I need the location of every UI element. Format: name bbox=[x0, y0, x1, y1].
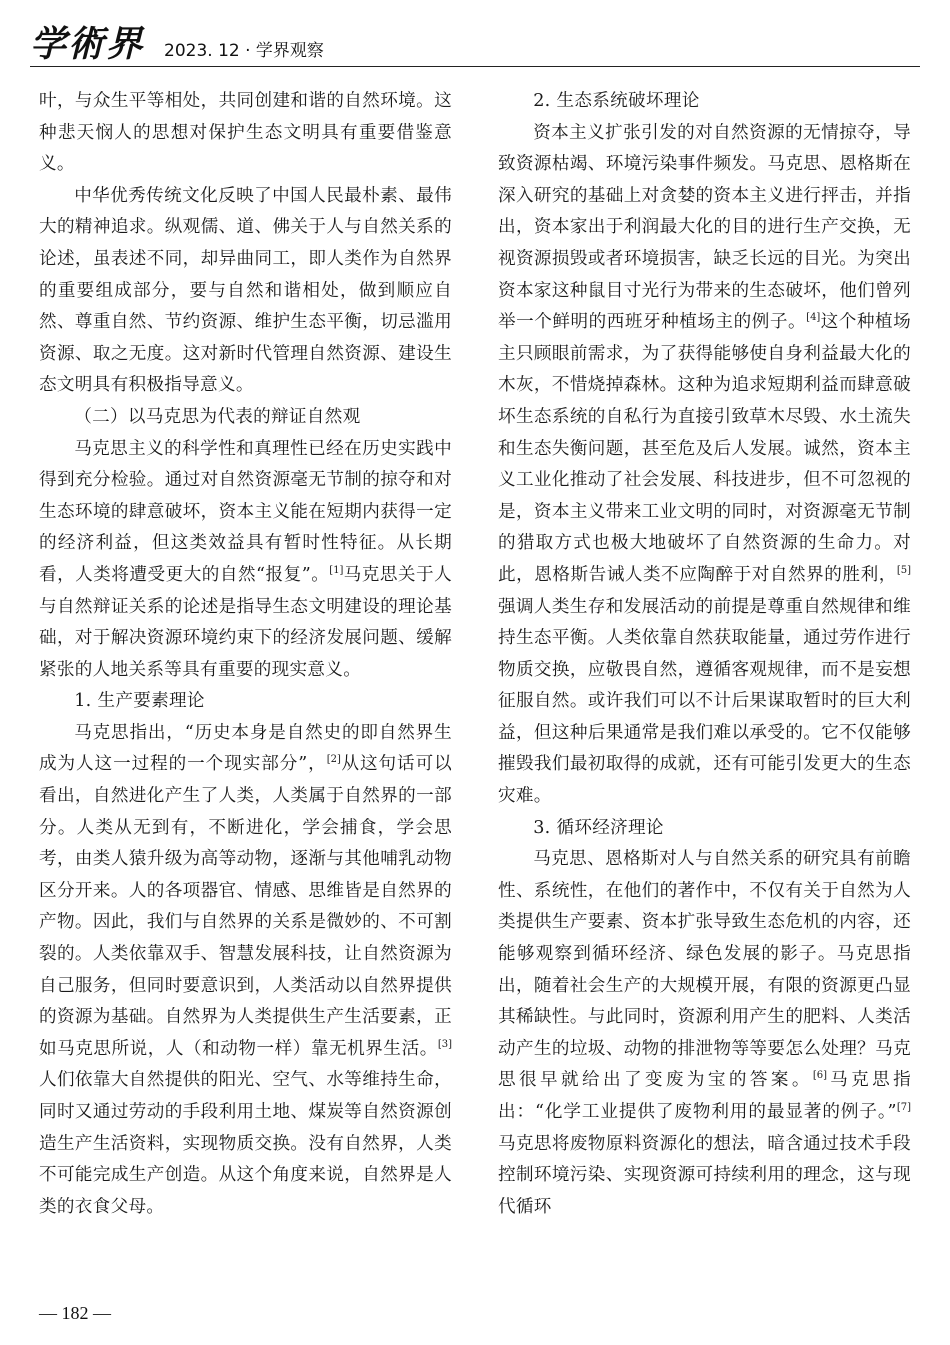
header-rule bbox=[30, 66, 920, 67]
left-column bbox=[39, 86, 452, 1223]
paragraph: 叶，与众生平等相处，共同创建和谐的自然环境。这种悲天悯人的思想对保护生态文明具有重要借鉴意义。 bbox=[39, 91, 452, 175]
page-number: — 182 — bbox=[39, 1303, 111, 1323]
citation-ref: [3] bbox=[437, 1038, 452, 1050]
citation-ref: [2] bbox=[326, 754, 341, 766]
paragraph: 马克思、恩格斯对人与自然关系的研究具有前瞻性、系统性，在他们的著作中，不仅有关于自然为人类提供生产要素、资本扩张导致生态危机的内容，还能够观察到循环经济、绿色发展的影子。马克思指出，随着社会生产的大规模开展，有限的资源更凸显其稀缺性。与此同时，资源利用产生的肥料、人类活动产生的垃圾、动物的排泄物等等要怎么处理？马克思很早就给出了变废为宝的答案。[6]马克思指出：“化学工业提供了废物利用的最显著的例子。”[7]马克思将废物原料资源化的想法，暗含通过技术手段控制环境污染、实现资源可持续利用的理念，这与现代循环 bbox=[498, 849, 911, 1217]
paragraph: 马克思主义的科学性和真理性已经在历史实践中得到充分检验。通过对自然资源毫无节制的掠夺和对生态环境的肆意破坏，资本主义能在短期内获得一定的经济利益，但这类效益具有暂时性特征。从长期看，人类将遭受更大的自然“报复”。[1]马克思关于人与自然辩证关系的论述是指导生态文明建设的理论基础，对于解决资源环境约束下的经济发展问题、缓解紧张的人地关系等具有重要的现实意义。 bbox=[39, 438, 452, 680]
issue-line: 2023. 12 · 学界观察 bbox=[164, 41, 324, 61]
subsection-heading: 1. 生产要素理论 bbox=[74, 691, 205, 712]
citation-ref: [1] bbox=[329, 564, 344, 576]
subsection-heading: 3. 循环经济理论 bbox=[533, 817, 664, 838]
subsection-heading: 2. 生态系统破坏理论 bbox=[533, 91, 700, 111]
citation-ref: [5] bbox=[896, 564, 911, 576]
page-header bbox=[30, 14, 920, 70]
paragraph: 资本主义扩张引发的对自然资源的无情掠夺，导致资源枯竭、环境污染事件频发。马克思、恩格斯在深入研究的基础上对贪婪的资本主义进行抨击，并指出，资本家出于利润最大化的目的进行生产交换，无视资源损毁或者环境损害，缺乏长远的目光。为突出资本家这种鼠目寸光行为带来的生态破坏，他们曾列举一个鲜明的西班牙种植场主的例子。[4]这个种植场主只顾眼前需求，为了获得能够使自身利益最大化的木灰，不惜烧掉森林。这种为追求短期利益而肆意破坏生态系统的自私行为直接引致草木尽毁、水土流失和生态失衡问题，甚至危及后人发展。诚然，资本主义工业化推动了社会发展、科技进步，但不可忽视的是，资本主义带来工业文明的同时，对资源毫无节制的猎取方式也极大地破坏了自然资源的生命力。对此，恩格斯告诫人类不应陶醉于对自然界的胜利，[5]强调人类生存和发展活动的前提是尊重自然规律和维持生态平衡。人类依靠自然获取能量，通过劳作进行物质交换，应敬畏自然，遵循客观规律，而不是妄想征服自然。或许我们可以不计后果谋取暂时的巨大利益，但这种后果通常是我们难以承受的。它不仅能够摧毁我们最初取得的成就，还有可能引发更大的生态灾难。 bbox=[498, 122, 911, 807]
journal-logo: 学術界 bbox=[30, 23, 145, 65]
paragraph: 马克思指出，“历史本身是自然史的即自然界生成为人这一过程的一个现实部分”，[2]从这句话可以看出，自然进化产生了人类，人类属于自然界的一部分。人类从无到有，不断进化，学会捕食，学会思考，由类人猿升级为高等动物，逐渐与其他哺乳动物区分开来。人的各项器官、情感、思维皆是自然界的产物。因此，我们与自然界的关系是微妙的、不可割裂的。人类依靠双手、智慧发展科技，让自然资源为自己服务，但同时要意识到，人类活动以自然界提供的资源为基础。自然界为人类提供生产生活要素，正如马克思所说，人（和动物一样）靠无机界生活。[3]人们依靠大自然提供的阳光、空气、水等维持生命，同时又通过劳动的手段利用土地、煤炭等自然资源创造生产生活资料，实现物质交换。没有自然界，人类不可能完成生产创造。从这个角度来说，自然界是人类的衣食父母。 bbox=[39, 722, 452, 1217]
paragraph: 中华优秀传统文化反映了中国人民最朴素、最伟大的精神追求。纵观儒、道、佛关于人与自然关系的论述，虽表述不同，却异曲同工，即人类作为自然界的重要组成部分，要与自然和谐相处，做到顺应自然、尊重自然、节约资源、维护生态平衡，切忌滥用资源、取之无度。这对新时代管理自然资源、建设生态文明具有积极指导意义。 bbox=[39, 185, 452, 396]
citation-ref: [6] bbox=[812, 1070, 828, 1082]
right-column bbox=[498, 86, 911, 1223]
citation-ref: [4] bbox=[806, 312, 821, 324]
section-heading: （二）以马克思为代表的辩证自然观 bbox=[74, 406, 361, 427]
citation-ref: [7] bbox=[896, 1102, 911, 1113]
